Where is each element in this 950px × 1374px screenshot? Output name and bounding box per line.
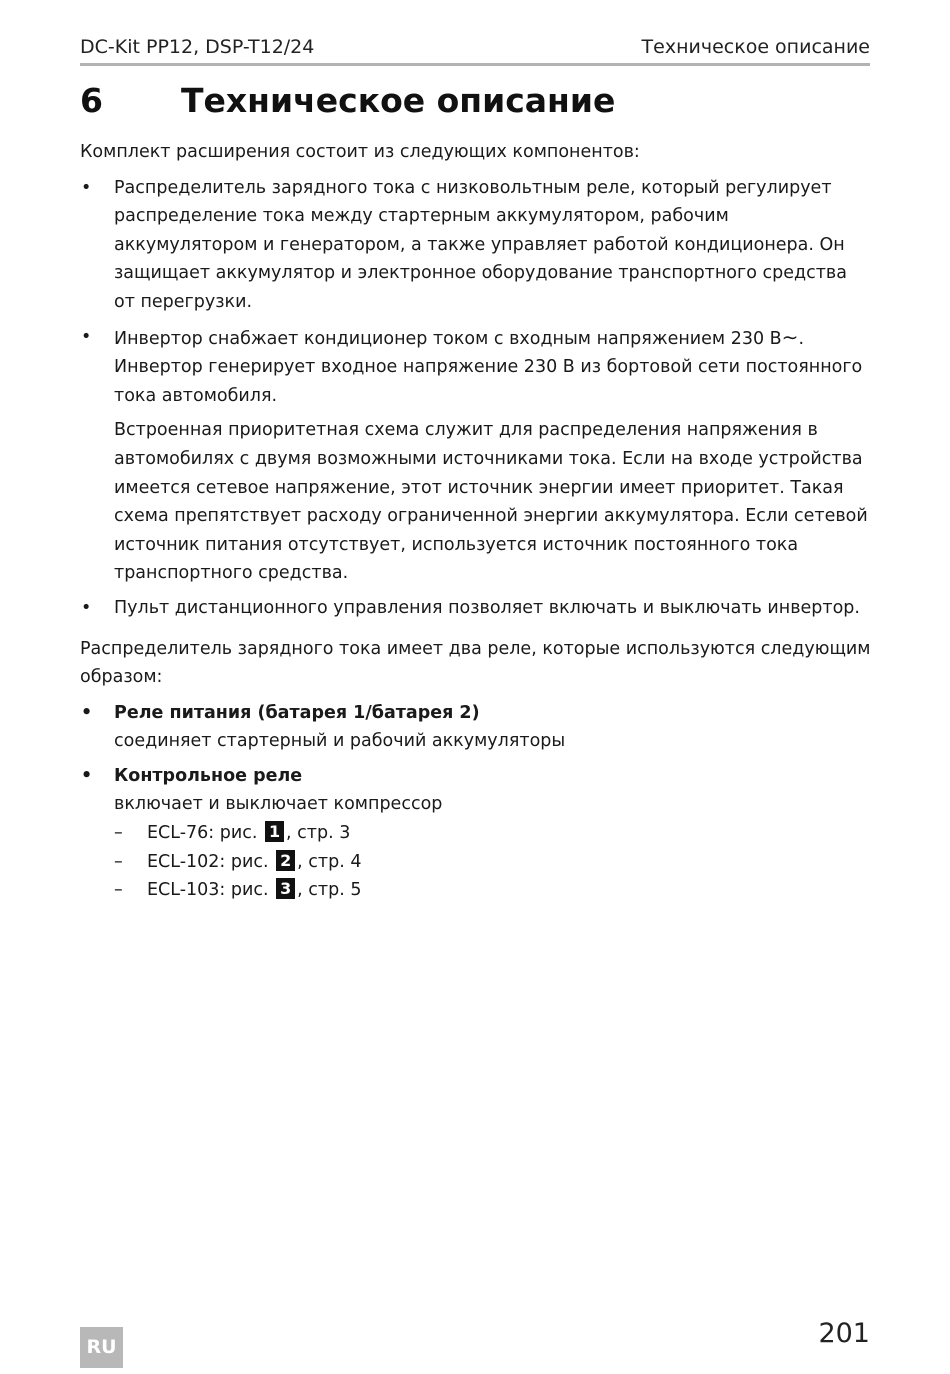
list-item bbox=[80, 174, 872, 317]
relay-description: включает и выключает компрессор bbox=[114, 794, 443, 815]
model-reference bbox=[80, 819, 872, 848]
list-item bbox=[80, 594, 872, 623]
bullet-icon: • bbox=[81, 765, 93, 786]
list-item bbox=[80, 323, 872, 411]
header-divider bbox=[80, 63, 870, 66]
relay-item bbox=[80, 699, 872, 756]
dash-icon: – bbox=[114, 880, 123, 901]
relay-intro-paragraph: Распределитель зарядного тока имеет два реле, которые используются следующим образом: bbox=[80, 638, 871, 688]
relay-name: Контрольное реле bbox=[114, 765, 303, 786]
page-reference: , стр. 3 bbox=[286, 823, 351, 844]
relay-name: Реле питания (батарея 1/батарея 2) bbox=[114, 702, 480, 723]
alternating-current-icon: ∼ bbox=[781, 324, 799, 349]
page-reference: , стр. 5 bbox=[297, 880, 362, 901]
relay-item bbox=[80, 762, 872, 819]
figure-number-badge: 3 bbox=[276, 878, 295, 899]
list-item-text: Пульт дистанционного управления позволяет включать и выключать инвертор. bbox=[114, 597, 860, 618]
page-body bbox=[80, 138, 872, 905]
header-document-title: DC-Kit PP12, DSP-T12/24 bbox=[80, 36, 315, 58]
model-label: ECL-103: рис. bbox=[147, 880, 269, 901]
section-number: 6 bbox=[80, 81, 103, 120]
bullet-icon: • bbox=[81, 597, 92, 618]
header-section-title: Техническое описание bbox=[641, 36, 870, 58]
list-item-text: Распределитель зарядного тока с низковольтным реле, который регулирует распределение тока между стартерным аккумулятором, рабочим аккумулятором и генератором, а также управляет работой кондиционера. Он защищает аккумулятор и электронное оборудование транспортного средства от перегрузки. bbox=[114, 177, 847, 312]
bullet-icon: • bbox=[81, 177, 92, 198]
page-reference: , стр. 4 bbox=[297, 851, 362, 872]
list-item-text-continued: . Инвертор генерирует входное напряжение 230 В из бортовой сети постоянного тока автомобиля. bbox=[114, 328, 863, 406]
page-header bbox=[80, 34, 870, 60]
bullet-icon: • bbox=[81, 326, 92, 347]
bullet-icon: • bbox=[81, 702, 93, 723]
list-item-text: Инвертор снабжает кондиционер током с входным напряжением 230 В bbox=[114, 328, 782, 349]
model-reference bbox=[80, 848, 872, 877]
figure-number-badge: 2 bbox=[276, 850, 295, 871]
page-number: 201 bbox=[818, 1318, 870, 1349]
model-label: ECL-102: рис. bbox=[147, 851, 269, 872]
dash-icon: – bbox=[114, 851, 123, 872]
figure-number-badge: 1 bbox=[265, 821, 284, 842]
intro-paragraph: Комплект расширения состоит из следующих компонентов: bbox=[80, 142, 640, 162]
dash-icon: – bbox=[114, 823, 123, 844]
list-item-detail: Встроенная приоритетная схема служит для распределения напряжения в автомобилях с двумя возможными источниками тока. Если на входе устройства имеется сетевое напряжение, этот источник энергии имеет приоритет. Такая схема препятствует расходу ограниченной энергии аккумулятора. Если сетевой источник питания отсутствует, используется источник постоянного тока транспортного средства. bbox=[114, 420, 868, 584]
section-title: Техническое описание bbox=[181, 81, 616, 120]
relay-description: соединяет стартерный и рабочий аккумуляторы bbox=[114, 731, 566, 752]
model-label: ECL-76: рис. bbox=[147, 823, 258, 844]
language-badge: RU bbox=[80, 1327, 123, 1368]
model-reference bbox=[80, 876, 872, 905]
